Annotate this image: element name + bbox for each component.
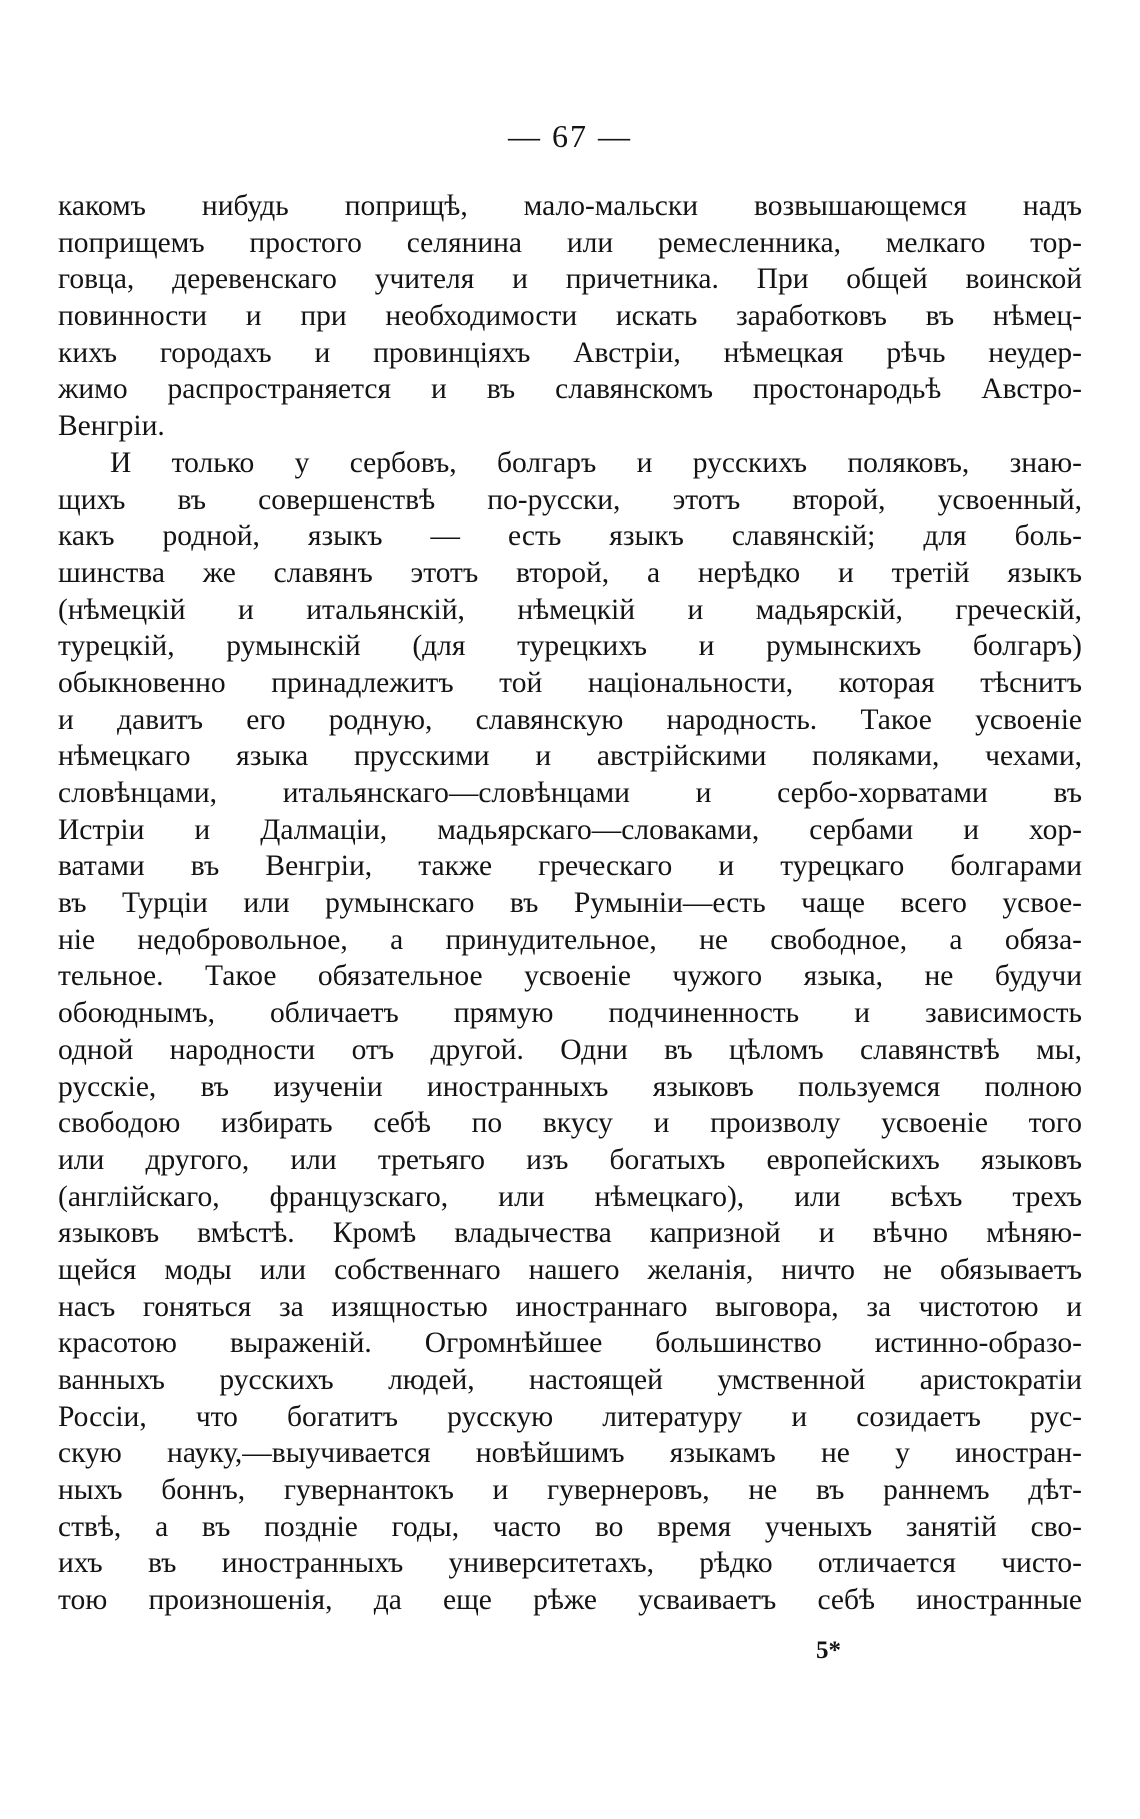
text-line: кихъ городахъ и провинціяхъ Австріи, нѣмецкая рѣчь неудер- [58, 336, 1082, 369]
text-line: русскіе, въ изученіи иностранныхъ языковъ пользуемся полною [58, 1070, 1082, 1103]
text-line: красотою выраженій. Огромнѣйшее большинство истинно-образо- [58, 1327, 1082, 1360]
text-line: тою произношенія, да еще рѣже усваиваетъ себѣ иностранные [58, 1584, 1082, 1617]
text-line: словѣнцами, итальянскаго—словѣнцами и сербо-хорватами въ [58, 777, 1082, 809]
text-line: поприщемъ простого селянина или ремесленника, мелкаго тор- [58, 226, 1082, 259]
text-line: щихъ въ совершенствѣ по-русски, этотъ второй, усвоенный, [58, 483, 1082, 516]
text-line: ватами въ Венгріи, также греческаго и турецкаго болгарами [58, 850, 1082, 883]
text-line: и давитъ его родную, славянскую народность. Такое усвоеніе [58, 703, 1082, 736]
text-line: нѣмецкаго языка прусскими и австрійскими поляками, чехами, [58, 740, 1082, 773]
text-line: Венгріи. [58, 410, 165, 443]
text-line: говца, деревенскаго учителя и причетника. При общей воинской [58, 263, 1082, 296]
signature-mark: 5* [816, 1637, 841, 1664]
text-line: одной народности отъ другой. Одни въ цѣломъ славянствѣ мы, [58, 1033, 1082, 1066]
paragraph-1 [58, 188, 1082, 445]
text-line: какъ родной, языкъ — есть языкъ славянскій; для боль- [58, 520, 1082, 553]
page-number: — 67 — [508, 118, 632, 154]
text-line: Истріи и Далмаціи, мадьярскаго—словаками, сербами и хор- [58, 813, 1082, 846]
text-line: турецкій, румынскій (для турецкихъ и румынскихъ болгаръ) [58, 630, 1082, 663]
text-line: шинства же славянъ этотъ второй, а нерѣдко и третій языкъ [58, 556, 1082, 589]
text-line: И только у сербовъ, болгаръ и русскихъ поляковъ, знаю- [110, 446, 1082, 479]
text-line: свободою избирать себѣ по вкусу и произволу усвоеніе того [58, 1107, 1082, 1140]
text-line: (англійскаго, французскаго, или нѣмецкаго), или всѣхъ трехъ [58, 1180, 1082, 1213]
text-line: ніе недобровольное, а принудительное, не свободное, а обяза- [58, 923, 1082, 956]
text-line: ствѣ, а въ поздніе годы, часто во время ученыхъ занятій сво- [58, 1510, 1082, 1543]
text-line: ныхъ боннъ, гувернантокъ и гувернеровъ, не въ раннемъ дѣт- [58, 1474, 1082, 1507]
text-line: обыкновенно принадлежитъ той національности, которая тѣснитъ [58, 666, 1082, 699]
text-line: щейся моды или собственнаго нашего желанія, ничто не обязываетъ [58, 1253, 1082, 1286]
text-line: или другого, или третьяго изъ богатыхъ европейскихъ языковъ [58, 1143, 1082, 1176]
text-line: ванныхъ русскихъ людей, настоящей умственной аристократіи [58, 1364, 1082, 1396]
text-line: Россіи, что богатитъ русскую литературу и созидаетъ рус- [58, 1400, 1082, 1433]
text-body [58, 188, 1082, 1619]
paragraph-2 [58, 445, 1082, 1619]
text-line: языковъ вмѣстѣ. Кромѣ владычества капризной и вѣчно мѣняю- [58, 1217, 1082, 1250]
text-line: тельное. Такое обязательное усвоеніе чужого языка, не будучи [58, 960, 1082, 993]
text-line: обоюднымъ, обличаетъ прямую подчиненность и зависимость [58, 997, 1082, 1030]
text-line: повинности и при необходимости искать заработковъ въ нѣмец- [58, 300, 1082, 333]
text-line: въ Турціи или румынскаго въ Румыніи—есть чаще всего усвое- [58, 887, 1082, 920]
text-line: жимо распространяется и въ славянскомъ простонародьѣ Австро- [58, 373, 1082, 406]
text-line: (нѣмецкій и итальянскій, нѣмецкій и мадьярскій, греческій, [58, 593, 1082, 626]
text-line: скую науку,—выучивается новѣйшимъ языкамъ не у иностран- [58, 1437, 1082, 1470]
text-line: ихъ въ иностранныхъ университетахъ, рѣдко отличается чисто- [58, 1547, 1082, 1580]
text-line: какомъ нибудь поприщѣ, мало-мальски возвышающемся надъ [58, 190, 1082, 222]
text-line: насъ гоняться за изящностью иностраннаго выговора, за чистотою и [58, 1290, 1082, 1323]
